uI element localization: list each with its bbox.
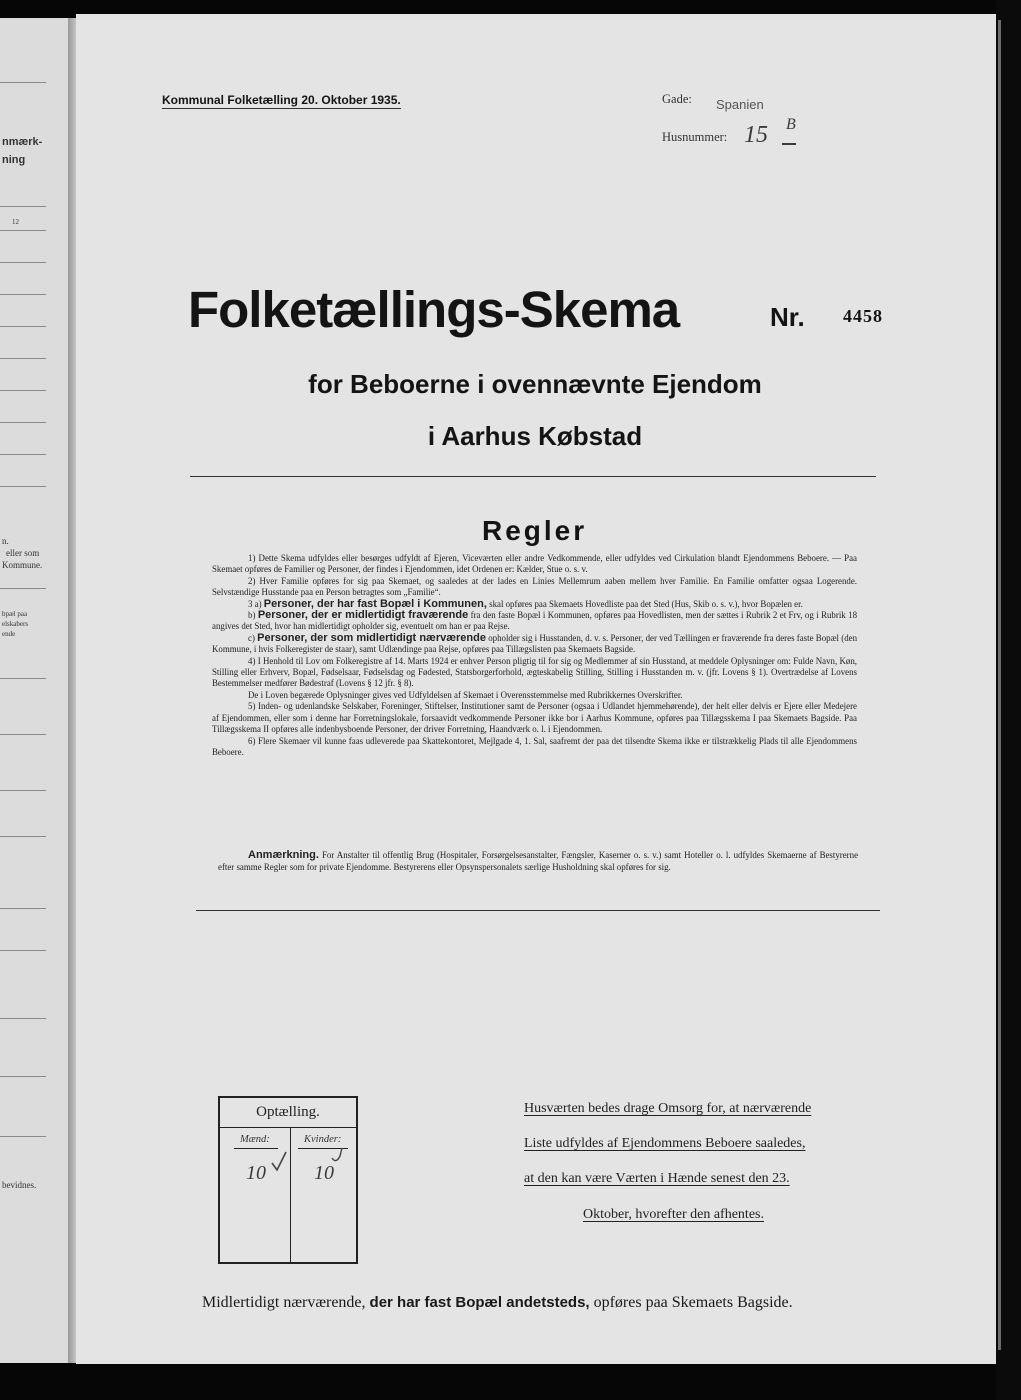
husnummer-suffix: B xyxy=(786,116,796,133)
rule-line xyxy=(0,358,46,359)
rule-2: 2) Hver Familie opføres for sig paa Skemaet, og saaledes at der lades en Linies Mellemrum aaben mellem hver Familie. En Familie omfatter ogsaa Logerende. Selvstændige Husstande paa en Person betragtes som „Familie“. xyxy=(212,575,857,598)
form-subtitle-city: i Aarhus Købstad xyxy=(427,421,643,451)
left-fragment-text: n. xyxy=(2,536,9,546)
men-count: 10 xyxy=(246,1162,266,1184)
gade-value: Spanien xyxy=(716,97,764,112)
rule-4b: De i Loven begærede Oplysninger gives ved Udfyldelsen af Skemaet i Overensstemmelse med Rubrikkernes Overskrifter. xyxy=(248,689,683,700)
rule-3b: b) Personer, der er midlertidigt fraværende fra den faste Bopæl i Kommunen, opføres paa Hovedlisten, men der sættes i Rubrik 2 et Frv, og i Rubrik 18 angives det Sted, hvor han midlertidigt opholder sig, eventuelt om han er paa Rejse. xyxy=(212,609,858,632)
checkmark-icon xyxy=(330,1146,344,1164)
rule-line xyxy=(0,790,46,791)
rule-line xyxy=(0,294,46,295)
rule-line xyxy=(0,950,46,951)
divider-line xyxy=(196,910,880,911)
rule-line xyxy=(0,1018,46,1019)
rule-line xyxy=(0,422,46,423)
rules-text xyxy=(212,553,857,758)
left-page-fragment xyxy=(0,18,70,1363)
rule-3c: c) Personer, der som midlertidigt nærværende opholder sig i Husstanden, d. v. s. Personer, der ved Tællingen er fraværende fra deres faste Bopæl (den Kommune, i hvis Folkeregister de staar), samt Udlændinge paa Rejse, opføres paa Tillægslisten paa Skemaets Bagside. xyxy=(212,631,858,655)
left-fragment-text: ning xyxy=(2,154,26,166)
women-label: Kvinder: xyxy=(304,1134,342,1145)
rule-line xyxy=(0,326,46,327)
husnummer-value: 15 xyxy=(744,122,768,148)
rule-line xyxy=(0,486,46,487)
divider-line xyxy=(190,476,876,477)
form-title: Folketællings-Skema xyxy=(188,281,680,338)
men-label: Mænd: xyxy=(240,1134,270,1145)
rule-4: 4) I Henhold til Lov om Folkeregistre af 14. Marts 1924 er enhver Person pligtig til for sig og Medlemmer af sin Husstand, at meddele Oplysninger om: Fulde Navn, Køn, Stilling eller Erhverv, Bopæl, Fødselsaar, Fødselsdag og Fødested, Statsborgerforhold, ægteskabelig Stilling, Stilling i Husstanden m. v. (jfr. Lovens § 1). Overtrædelse af Lovens Bestemmelser medfører Bødestraf (Lovens § 12 jfr. § 8). xyxy=(212,655,857,689)
left-fragment-text: bpæl paa xyxy=(2,610,28,618)
census-header xyxy=(162,93,401,107)
form-number-value: 4458 xyxy=(843,306,883,326)
rule-line xyxy=(0,390,46,391)
checkmark-icon xyxy=(270,1150,288,1172)
husnummer-label: Husnummer: xyxy=(662,130,728,144)
page-edge xyxy=(996,0,1021,1400)
form-subtitle-residents: for Beboerne i ovennævnte Ejendom xyxy=(308,369,762,399)
rule-line xyxy=(0,206,46,207)
rule-line xyxy=(0,908,46,909)
rule-line xyxy=(0,82,46,83)
rule-line xyxy=(0,678,46,679)
remark-text: Anmærkning. For Anstalter til offentlig Brug (Hospitaler, Forsørgelsesanstalter, Fængsler, Kaserner o. s. v.) samt Hoteller o. l. udfyldes Skemaerne af Bestyrerne efter samme Regler som for private Ejendomme. Bestyrerens eller Opsynspersonalets særlige Husholdning skal opføres for sig. xyxy=(218,849,859,872)
rule-line xyxy=(0,734,46,735)
rule-line xyxy=(0,454,46,455)
count-box xyxy=(218,1096,358,1264)
rule-line xyxy=(0,1076,46,1077)
landlord-note-line-1: Husværten bedes drage Omsorg for, at nærværende xyxy=(524,1101,812,1116)
rule-line xyxy=(0,262,46,263)
landlord-note-line-4: Oktober, hvorefter den afhentes. xyxy=(583,1207,764,1222)
landlord-note-line-3: at den kan være Værten i Hænde senest den 23. xyxy=(524,1171,790,1186)
left-fragment-text: 12 xyxy=(12,218,19,226)
rules-heading: Regler xyxy=(482,515,588,546)
census-header-text: Kommunal Folketælling 20. Oktober 1935. xyxy=(162,93,401,107)
left-fragment-text: Kommune. xyxy=(2,560,43,570)
count-title: Optælling. xyxy=(256,1104,320,1120)
landlord-note-line-2: Liste udfyldes af Ejendommens Beboere saaledes, xyxy=(524,1136,806,1151)
left-fragment-text: elskabers xyxy=(2,620,29,628)
women-count: 10 xyxy=(314,1162,334,1184)
form-number-label: Nr. xyxy=(770,302,805,332)
rule-line xyxy=(0,836,46,837)
rule-line xyxy=(0,230,46,231)
gade-label: Gade: xyxy=(662,92,692,106)
left-fragment-text: nmærk- xyxy=(2,136,43,148)
remark-label: Anmærkning. xyxy=(248,849,319,861)
left-fragment-text: bevidnes. xyxy=(2,1180,37,1190)
rule-line xyxy=(0,588,46,589)
footer-note: Midlertidigt nærværende, der har fast Bopæl andetsteds, opføres paa Skemaets Bagside. xyxy=(202,1294,793,1311)
left-fragment-text: ende xyxy=(2,630,16,638)
left-fragment-text: eller som xyxy=(6,548,40,558)
rule-line xyxy=(0,1136,46,1137)
rule-1: 1) Dette Skema udfyldes eller besørges udfyldt af Ejeren, Viceværten eller andre Vedkommende, eller udfyldes ved Cirkulation blandt Ejendommens Beboere. — Paa Skemaet opføres de Familier og Personer, der findes i Ejendommen, idet Ordenen er: Kælder, Stue o. s. v. xyxy=(212,553,857,575)
rule-6: 6) Flere Skemaer vil kunne faas udleverede paa Skattekontoret, Mejlgade 4, 1. Sal, saafremt der paa det tilsendte Skema ikke er tilstrækkelig Plads til alle Ejendommens Beboere. xyxy=(212,735,857,757)
suffix-dash xyxy=(782,143,796,145)
rule-3a: 3 a) Personer, der har fast Bopæl i Kommunen, skal opføres paa Skemaets Hovedliste paa det Sted (Hus, Skib o. s. v.), hvor Bopælen er. xyxy=(248,597,803,610)
rule-5: 5) Inden- og udenlandske Selskaber, Foreninger, Stiftelser, Institutioner samt de Personer (ogsaa i Udlandet hjemmehørende), der helt eller delvis er Ejere eller Medejere af Ejendommen, eller som i denne har Forretningslokale, forsaavidt vedkommende Personer ikke bor i Aarhus Kommune, opføres paa Tillægsskema I paa Skemaets Bagside. Paa Tillægsskema II opføres alle indenbysboende Personer, der driver Forretning, Haandværk o. l. i Ejendommen. xyxy=(212,701,857,735)
